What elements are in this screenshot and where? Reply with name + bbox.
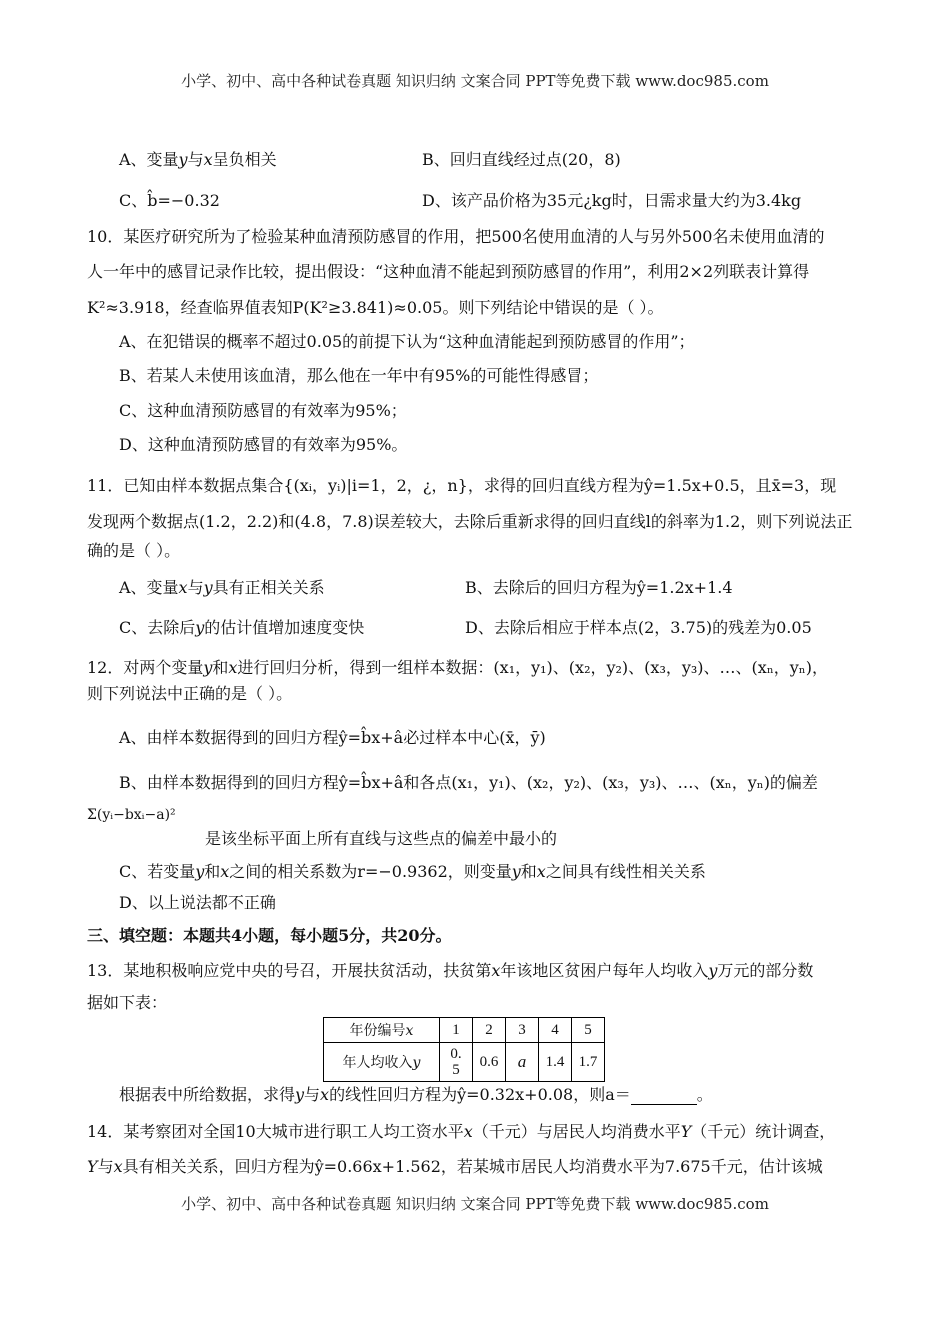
q13-line-1: 13．某地积极响应党中央的号召，开展扶贫活动，扶贫第𝑥年该地区贫困户每年人均收入𝑦万元的部分数 bbox=[87, 961, 814, 980]
table-header-x: 年份编号𝑥 bbox=[324, 1018, 440, 1043]
q11-option-b: B、去除后的回归方程为ŷ=1.2x+1.4 bbox=[465, 578, 733, 597]
q10-line-2: 人一年中的感冒记录作比较，提出假设：“这种血清不能起到预防感冒的作用”，利用2×2列联表计算得 bbox=[87, 262, 810, 281]
table-row bbox=[324, 1018, 605, 1043]
table-cell: 1.7 bbox=[572, 1043, 605, 1082]
table-cell: 1 bbox=[440, 1018, 473, 1043]
q9-option-c: C、b̂=−0.32 bbox=[119, 191, 220, 210]
q11-line-1: 11．已知由样本数据点集合{(xᵢ，yᵢ)|i=1，2，¿，n}，求得的回归直线方程为ŷ=1.5x+0.5，且x̄=3，现 bbox=[87, 476, 837, 495]
table-cell: 3 bbox=[506, 1018, 539, 1043]
q12-option-b-line-2: 是该坐标平面上所有直线与这些点的偏差中最小的 bbox=[205, 829, 558, 848]
table-cell: 4 bbox=[539, 1018, 572, 1043]
q12-summation: Σ(yᵢ−bxᵢ−a)² bbox=[87, 807, 176, 823]
table-cell: 0. 5 bbox=[440, 1043, 473, 1082]
q10-option-c: C、这种血清预防感冒的有效率为95%； bbox=[119, 401, 407, 420]
section-3-title: 三、填空题：本题共4小题，每小题5分，共20分。 bbox=[87, 926, 452, 945]
table-cell: a bbox=[506, 1043, 539, 1082]
q12-option-b-line-1: B、由样本数据得到的回归方程ŷ=b̂x+â和各点(x₁，y₁)、(x₂，y₂)、(x₃，y₃)、…、(xₙ，yₙ)的偏差 bbox=[119, 773, 818, 792]
q13-data-table bbox=[323, 1017, 605, 1082]
table-cell: 5 bbox=[572, 1018, 605, 1043]
table-cell: 1.4 bbox=[539, 1043, 572, 1082]
q11-option-a: A、变量𝑥与𝑦具有正相关关系 bbox=[119, 578, 325, 597]
q12-line-1: 12．对两个变量𝑦和𝑥进行回归分析，得到一组样本数据：(x₁，y₁)、(x₂，y₂)、(x₃，y₃)、…、(xₙ，yₙ)， bbox=[87, 658, 828, 677]
q14-line-1: 14．某考察团对全国10大城市进行职工人均工资水平𝑥（千元）与居民人均消费水平𝑌（千元）统计调查， bbox=[87, 1122, 836, 1141]
table-cell: 0.6 bbox=[473, 1043, 506, 1082]
q13-answer-end: 。 bbox=[696, 1085, 713, 1104]
q10-option-a: A、在犯错误的概率不超过0.05的前提下认为“这种血清能起到预防感冒的作用”； bbox=[119, 332, 695, 351]
q12-option-c: C、若变量𝑦和𝑥之间的相关系数为r=−0.9362，则变量𝑦和𝑥之间具有线性相关关系 bbox=[119, 862, 706, 881]
q9-option-d: D、该产品价格为35元¿kg时，日需求量大约为3.4kg bbox=[422, 191, 802, 210]
q11-line-2: 发现两个数据点(1.2，2.2)和(4.8，7.8)误差较大，去除后重新求得的回归直线l的斜率为1.2，则下列说法正 bbox=[87, 512, 853, 531]
q10-option-d: D、这种血清预防感冒的有效率为95%。 bbox=[119, 435, 408, 454]
q13-answer-blank bbox=[631, 1088, 697, 1105]
q12-line-2: 则下列说法中正确的是（ ）。 bbox=[87, 684, 293, 703]
q14-line-2: 𝑌与𝑥具有相关关系，回归方程为ŷ=0.66x+1.562，若某城市居民人均消费水平为7.675千元，估计该城 bbox=[87, 1157, 823, 1176]
q9-option-a: A、变量𝑦与𝑥呈负相关 bbox=[119, 150, 277, 169]
q13-answer-text: 根据表中所给数据，求得𝑦与𝑥的线性回归方程为ŷ=0.32x+0.08，则a＝ bbox=[119, 1085, 631, 1104]
q11-option-d: D、去除后相应于样本点(2，3.75)的残差为0.05 bbox=[465, 618, 812, 637]
q10-line-1: 10．某医疗研究所为了检验某种血清预防感冒的作用，把500名使用血清的人与另外500名未使用血清的 bbox=[87, 227, 825, 246]
page-footer: 小学、初中、高中各种试卷真题 知识归纳 文案合同 PPT等免费下载 www.doc985.com bbox=[181, 1195, 769, 1213]
q11-line-3: 确的是（ ）。 bbox=[87, 541, 181, 560]
q12-option-a: A、由样本数据得到的回归方程ŷ=b̂x+â必过样本中心(x̄，ȳ) bbox=[119, 728, 546, 747]
q10-option-b: B、若某人未使用该血清，那么他在一年中有95%的可能性得感冒； bbox=[119, 366, 599, 385]
table-row bbox=[324, 1043, 605, 1082]
q11-option-c: C、去除后𝑦的估计值增加速度变快 bbox=[119, 618, 365, 637]
page-header: 小学、初中、高中各种试卷真题 知识归纳 文案合同 PPT等免费下载 www.doc985.com bbox=[181, 72, 769, 90]
q10-line-3: K²≈3.918，经查临界值表知P(K²≥3.841)≈0.05。则下列结论中错误的是（ ）。 bbox=[87, 298, 664, 317]
q9-option-b: B、回归直线经过点(20，8) bbox=[422, 150, 621, 169]
q13-line-2: 据如下表： bbox=[87, 993, 168, 1012]
q12-option-d: D、以上说法都不正确 bbox=[119, 893, 276, 912]
table-header-y: 年人均收入𝑦 bbox=[324, 1043, 440, 1082]
q13-answer-line bbox=[119, 1085, 713, 1105]
table-cell: 2 bbox=[473, 1018, 506, 1043]
